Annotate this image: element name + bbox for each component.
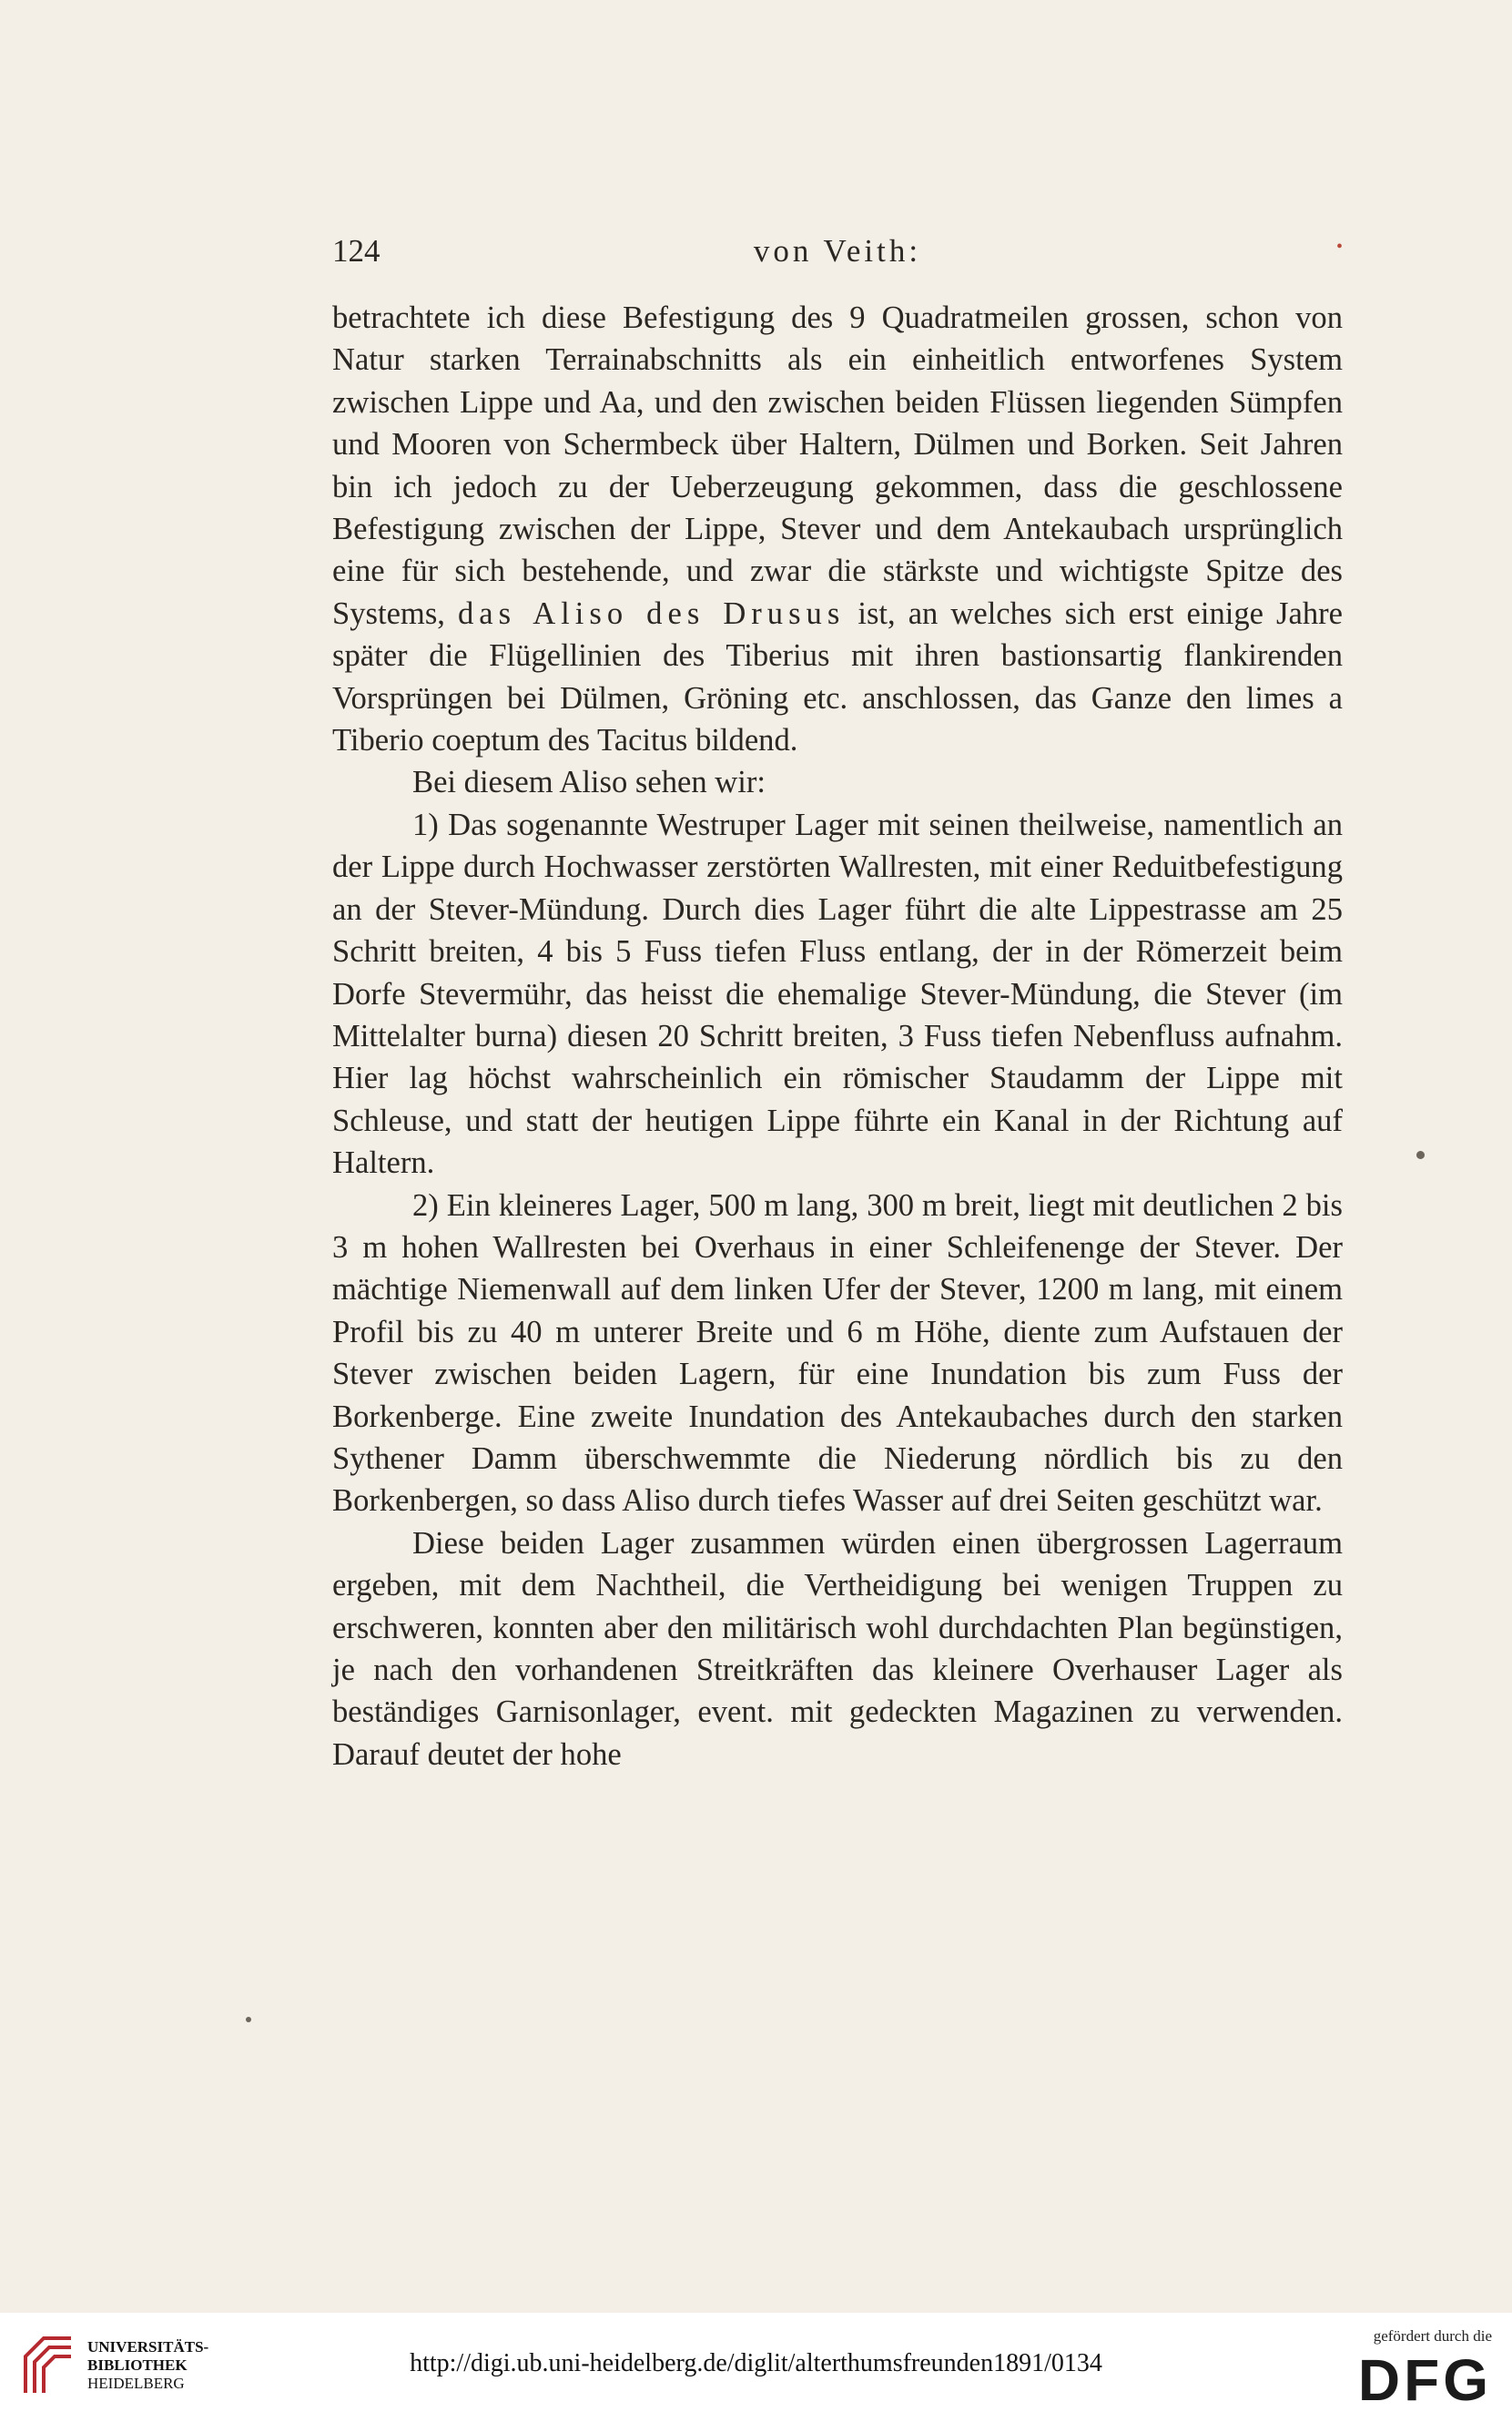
body-text	[332, 297, 1343, 1776]
paragraph: 2) Ein kleineres Lager, 500 m lang, 300 m breit, liegt mit deutlichen 2 bis 3 m hohen Wallresten bei Overhaus in einer Schleifenenge der Stever. Der mächtige Niemenwall auf dem linken Ufer der Stever, 1200 m lang, mit einem Profil bis zu 40 m unterer Breite und 6 m Höhe, diente zum Aufstauen der Stever zwischen beiden Lagern, für eine Inundation bis zum Fuss der Borkenberge. Eine zweite Inundation des Antekaubaches durch den starken Sythener Damm überschwemmte die Niederung nördlich bis zu den Borkenbergen, so dass Aliso durch tiefes Wasser auf drei Seiten geschützt war.	[332, 1187, 1343, 1519]
funded-by-label: gefördert durch die	[1373, 2327, 1492, 2345]
permalink-url[interactable]: http://digi.ub.uni-heidelberg.de/diglit/alterthumsfreunden1891/0134	[410, 2349, 1102, 2377]
dfg-logo: DFG	[1357, 2347, 1492, 2413]
page-number: 124	[332, 233, 381, 269]
paragraph: 1) Das sogenannte Westruper Lager mit seinen theilweise, namentlich an der Lippe durch Hochwasser zerstörten Wallresten, mit einer Reduitbefestigung an der Stever-Mündung. Durch dies Lager führt die alte Lippestrasse am 25 Schritt breiten, 4 bis 5 Fuss tiefen Fluss entlang, der in der Römerzeit beim Dorfe Stevermühr, das heisst die ehemalige Stever-Mündung, die Stever (im Mittelalter burna) diesen 20 Schritt breiten, 3 Fuss tiefen Nebenfluss aufnahm. Hier lag höchst wahrscheinlich ein römischer Staudamm der Lippe mit Schleuse, und statt der heutigen Lippe führte ein Kanal in der Richtung auf Haltern.	[332, 807, 1343, 1181]
paragraph: Bei diesem Aliso sehen wir:	[412, 765, 766, 800]
library-name: UNIVERSITÄTS- BIBLIOTHEK HEIDELBERG	[87, 2338, 209, 2392]
page-header	[332, 233, 1343, 273]
paragraph: Diese beiden Lager zusammen würden einen übergrossen Lagerraum ergeben, mit dem Nachtheil, die Vertheidigung bei wenigen Truppen zu erschweren, konnten aber den militärisch wohl durchdachten Plan begünstigen, je nach den vorhandenen Streitkräften das kleinere Overhauser Lager als beständiges Garnisonlager, event. mit gedeckten Magazinen zu verwenden. Darauf deutet der hohe	[332, 1525, 1343, 1772]
paper-speck	[1416, 1151, 1425, 1159]
paragraph: betrachtete ich diese Befestigung des 9 Quadratmeilen grossen, schon von Natur starken Terrainabschnitts als ein einheitlich entworfenes System zwischen Lippe und Aa, und den zwischen beiden Flüssen liegenden Sümpfen und Mooren von Schermbeck über Haltern, Dülmen und Borken. Seit Jahren bin ich jedoch zu der Ueberzeugung gekommen, dass die geschlossene Befestigung zwischen der Lippe, Stever und dem Antekaubach ursprünglich eine für sich bestehende, und zwar die stärkste und wichtigste Spitze des Systems, das Aliso des Drusus ist, an welches sich erst einige Jahre später die Flügellinien des Tiberius mit ihren bastionsartig flankirenden Vorsprüngen bei Dülmen, Gröning etc. anschlossen, das Ganze den limes a Tiberio coeptum des Tacitus bildend.	[332, 300, 1343, 758]
header-mark: •	[1335, 237, 1343, 257]
spaced-emphasis: das Aliso des Drusus	[457, 595, 846, 631]
paper-speck	[246, 2017, 251, 2022]
running-head: von Veith:	[753, 233, 922, 269]
